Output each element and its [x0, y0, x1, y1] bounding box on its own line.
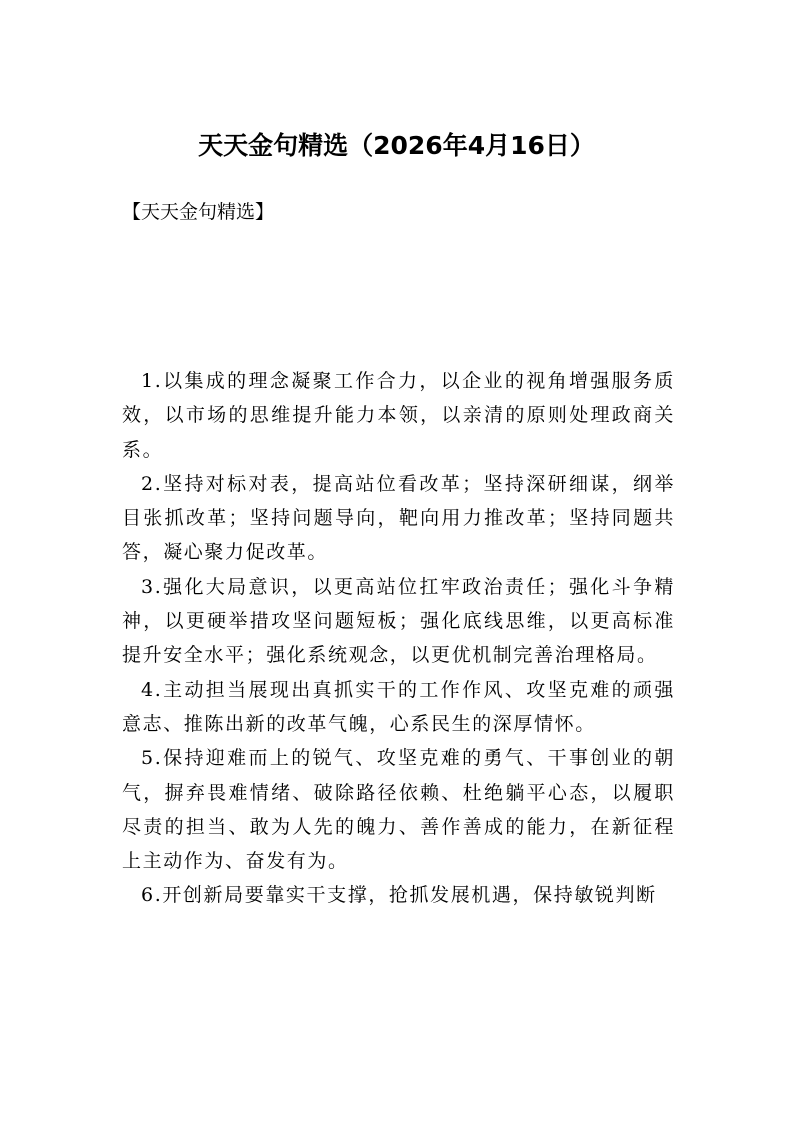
section-label: 【天天金句精选】: [122, 201, 275, 223]
document-body: [122, 364, 675, 913]
document-title: 天天金句精选（2026年4月16日）: [198, 131, 595, 160]
paragraph-5: 5.保持迎难而上的锐气、攻坚克难的勇气、干事创业的朝气，摒弃畏难情绪、破除路径依赖、杜绝躺平心态，以履职尽责的担当、敢为人先的魄力、善作善成的能力，在新征程上主动作为、奋发有为。: [122, 747, 675, 873]
paragraph-6: 6.开创新局要靠实干支撑，抢抓发展机遇，保持敏锐判断: [141, 884, 657, 907]
paragraph-1: 1.以集成的理念凝聚工作合力，以企业的视角增强服务质效，以市场的思维提升能力本领，以亲清的原则处理政商关系。: [122, 370, 675, 461]
paragraph-2: 2.坚持对标对表，提高站位看改革；坚持深研细谋，纲举目张抓改革；坚持问题导向，靶向用力推改革；坚持同题共答，凝心聚力促改革。: [122, 472, 675, 564]
paragraph-3: 3.强化大局意识，以更高站位扛牢政治责任；强化斗争精神，以更硬举措攻坚问题短板；强化底线思维，以更高标准提升安全水平；强化系统观念，以更优机制完善治理格局。: [122, 575, 675, 667]
paragraph-4: 4.主动担当展现出真抓实干的工作作风、攻坚克难的顽强意志、推陈出新的改革气魄，心系民生的深厚情怀。: [122, 678, 675, 735]
